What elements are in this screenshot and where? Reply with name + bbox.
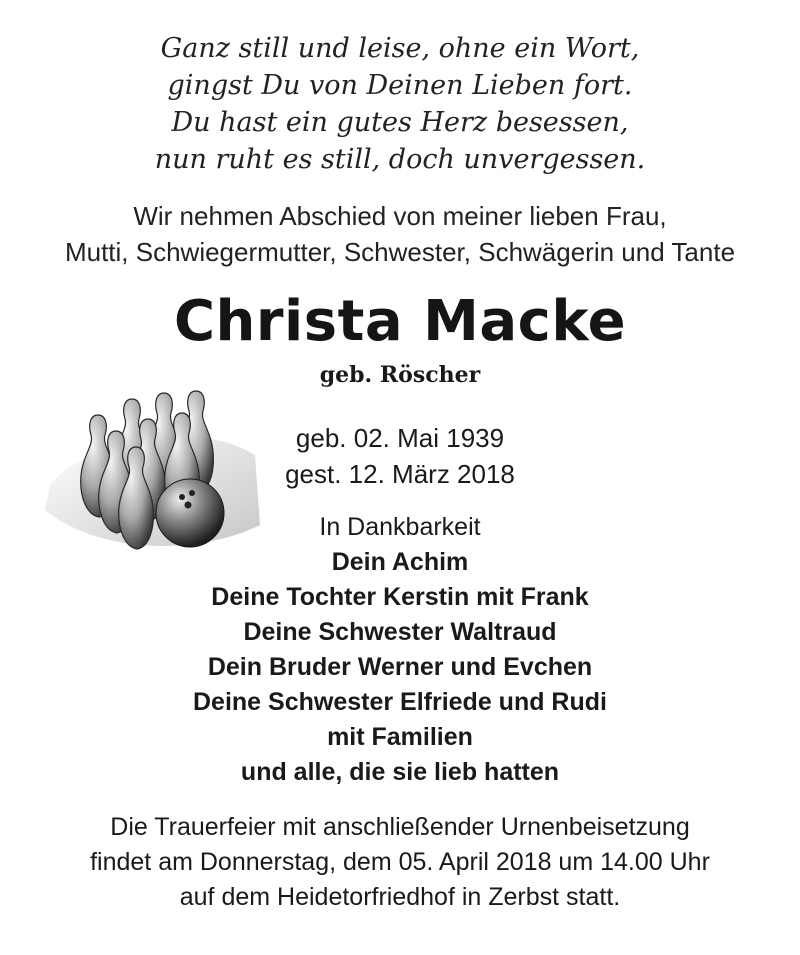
birth-date: geb. 02. Mai 1939 — [295, 423, 505, 453]
mourner-name: Dein Bruder Werner und Evchen — [207, 653, 593, 681]
funeral-details — [0, 810, 800, 915]
intro-line: Wir nehmen Abschied von meiner lieben Frau, — [133, 201, 667, 231]
funeral-line: Die Trauerfeier mit anschließender Urnenbeisetzung — [110, 813, 690, 841]
mourner-name: Deine Schwester Waltraud — [243, 618, 557, 646]
funeral-line: findet am Donnerstag, dem 05. April 2018 um 14.00 Uhr — [90, 848, 710, 876]
poem-line: nun ruht es still, doch unvergessen. — [154, 144, 646, 175]
maiden-name: geb. Röscher — [319, 362, 481, 388]
memorial-poem — [0, 30, 800, 178]
poem-line: Du hast ein gutes Herz besessen, — [171, 107, 629, 138]
mourner-name: Dein Achim — [331, 548, 469, 576]
mourners-lead: In Dankbarkeit — [319, 513, 481, 541]
mourner-name: mit Familien — [327, 723, 473, 751]
poem-line: gingst Du von Deinen Lieben fort. — [167, 70, 633, 101]
poem-line: Ganz still und leise, ohne ein Wort, — [160, 33, 640, 64]
life-dates — [250, 420, 550, 492]
intro-line: Mutti, Schwiegermutter, Schwester, Schwägerin und Tante — [64, 237, 736, 267]
farewell-intro — [0, 198, 800, 270]
mourner-name: Deine Tochter Kerstin mit Frank — [211, 583, 589, 611]
death-date: gest. 12. März 2018 — [285, 459, 515, 489]
mourner-name: und alle, die sie lieb hatten — [240, 758, 560, 786]
deceased-name: Christa Macke — [173, 289, 627, 354]
mourner-name: Deine Schwester Elfriede und Rudi — [193, 688, 607, 716]
funeral-line: auf dem Heidetorfriedhof in Zerbst statt. — [179, 883, 621, 911]
mourners-list — [0, 510, 800, 790]
